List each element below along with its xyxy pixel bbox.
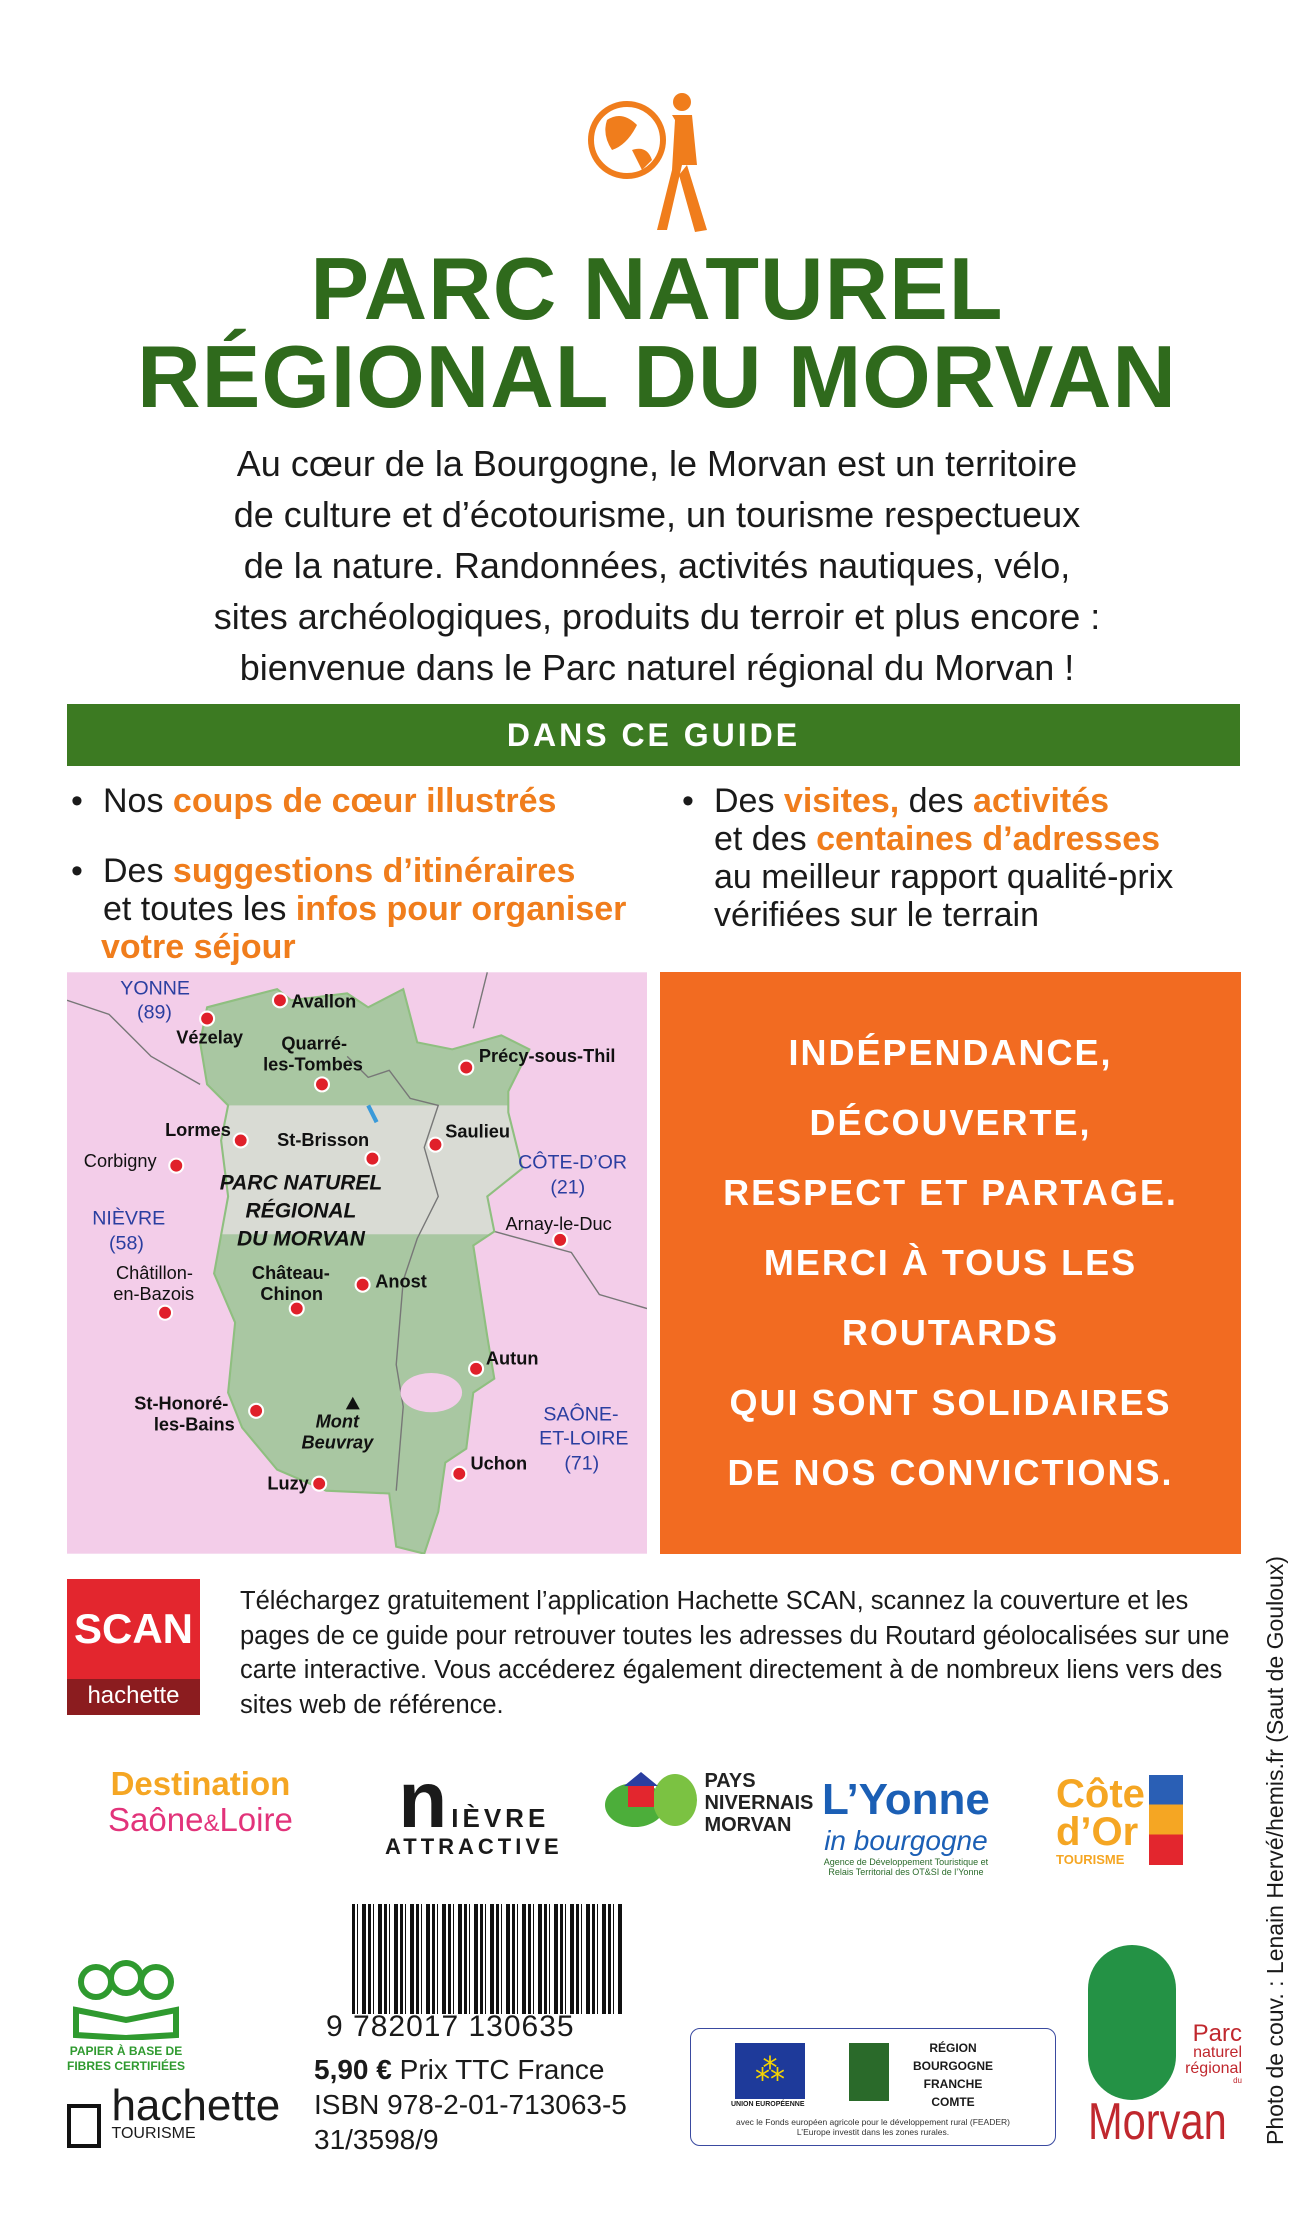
hachette-h-icon bbox=[67, 2104, 101, 2148]
text: au meilleur rapport qualité-prix bbox=[714, 858, 1174, 896]
city-corbigny: Corbigny bbox=[83, 1151, 157, 1172]
routard-logo bbox=[587, 90, 722, 240]
logo-text: Côte bbox=[1056, 1772, 1145, 1816]
text: et toutes les bbox=[103, 890, 296, 928]
region-logo bbox=[913, 2039, 993, 2111]
logo-destination-saone-loire: Destination Saône&Loire bbox=[108, 1765, 293, 1838]
feader-text bbox=[695, 2117, 1051, 2137]
intro-line: de la nature. Randonnées, activités nautiques, vélo, bbox=[243, 545, 1071, 586]
city-st-honore: les-Bains bbox=[153, 1414, 235, 1435]
dept-saone-2: ET-LOIRE bbox=[539, 1427, 629, 1450]
leaf-house-icon bbox=[600, 1770, 700, 1830]
section-band: DANS CE GUIDE bbox=[67, 704, 1240, 766]
values-line: INDÉPENDANCE, bbox=[788, 1032, 1113, 1073]
logo-text: L’Yonne bbox=[822, 1775, 990, 1824]
logo-text: IÈVRE bbox=[451, 1803, 550, 1833]
intro-line: de culture et d’écotourisme, un tourisme respectueux bbox=[233, 494, 1081, 535]
title-line-2: RÉGIONAL DU MORVAN bbox=[137, 327, 1177, 426]
scan-label: SCAN bbox=[67, 1579, 200, 1679]
logo-text: TOURISME bbox=[111, 2125, 196, 2142]
logo-text: Saône bbox=[108, 1801, 204, 1838]
text: et des bbox=[714, 820, 817, 858]
isbn: ISBN 978-2-01-713063-5 bbox=[314, 2089, 627, 2120]
city-precy: Précy-sous-Thil bbox=[478, 1045, 616, 1066]
intro-paragraph bbox=[100, 438, 1214, 693]
barcode-number: 9 782017 130635 bbox=[326, 2010, 575, 2043]
city-anost: Anost bbox=[375, 1271, 427, 1292]
trees-book-icon bbox=[71, 1960, 181, 2040]
logo-text: Relais Territorial des OT&SI de l’Yonne bbox=[828, 1867, 984, 1877]
text: vérifiées sur le terrain bbox=[714, 896, 1040, 934]
logo-text: Loire bbox=[219, 1801, 293, 1838]
scan-description: Téléchargez gratuitement l’application Hachette SCAN, scannez la couverture et les pages de ce guide pour retrouver toutes les adresses du Routard géolocalisées sur une carte interactive. Vous accéderez également directement à de nombreux liens vers des sites web de référence. bbox=[240, 1587, 1230, 1719]
feader-line: avec le Fonds européen agricole pour le développement rural (FEADER) bbox=[735, 2117, 1011, 2127]
logo-text: Parc bbox=[1192, 2020, 1242, 2047]
bullet-coups-de-coeur: • Nos coups de cœur illustrés bbox=[71, 782, 557, 820]
logo-text: Agence de Développement Touristique et bbox=[823, 1857, 989, 1867]
highlight: visites, bbox=[783, 782, 900, 820]
values-box bbox=[660, 972, 1241, 1554]
price-info bbox=[314, 2052, 627, 2157]
dept-saone: SAÔNE- bbox=[543, 1403, 619, 1426]
park-label: PARC NATUREL bbox=[219, 1171, 383, 1195]
barcode bbox=[352, 1904, 624, 2014]
city-chatillon: Châtillon- bbox=[116, 1263, 193, 1284]
internal-code: 31/3598/9 bbox=[314, 2124, 439, 2155]
city-luzy: Luzy bbox=[267, 1473, 309, 1494]
highlight: suggestions d’itinéraires bbox=[172, 852, 576, 890]
logo-text: RÉGION bbox=[929, 2041, 977, 2055]
highlight: coups de cœur illustrés bbox=[172, 782, 557, 820]
logo-text: TOURISME bbox=[1056, 1852, 1125, 1867]
dept-nievre: NIÈVRE bbox=[92, 1207, 166, 1230]
peak-label: Beuvray bbox=[301, 1432, 374, 1453]
scan-brand: hachette bbox=[67, 1679, 200, 1715]
logo-text: PAYS bbox=[704, 1770, 756, 1792]
city-chateau-chinon: Chinon bbox=[260, 1284, 324, 1305]
city-chateau-chinon: Château- bbox=[251, 1263, 330, 1284]
bullet-visites: • Des visites, des activités et des centaines d’adresses au meilleur rapport qualité-prix vérifiées sur le terrain bbox=[682, 782, 1174, 934]
city-autun: Autun bbox=[485, 1348, 539, 1369]
logo-text: NIVERNAIS bbox=[704, 1792, 814, 1814]
photo-credit: Photo de couv. : Lenain Hervé/hemis.fr (Saut de Gouloux) bbox=[1262, 1556, 1288, 2145]
text: des bbox=[899, 782, 973, 820]
dept-cote-dor-num: (21) bbox=[550, 1176, 586, 1199]
highlight: centaines d’adresses bbox=[816, 820, 1161, 858]
logo-nievre-attractive: nIÈVRE ATTRACTIVE bbox=[385, 1755, 563, 1859]
leader-logo-icon bbox=[849, 2043, 889, 2101]
highlight: votre séjour bbox=[101, 928, 296, 966]
city-chatillon: en-Bazois bbox=[113, 1284, 195, 1305]
city-st-honore: St-Honoré- bbox=[134, 1393, 229, 1414]
logo-text: BOURGOGNE bbox=[913, 2059, 994, 2073]
park-map bbox=[67, 972, 647, 1554]
horse-emblem-icon bbox=[1088, 1945, 1176, 2100]
text: Des bbox=[714, 782, 784, 820]
logo-cote-dor bbox=[1056, 1772, 1183, 1869]
highlight: infos pour organiser bbox=[295, 890, 627, 928]
logo-text: ATTRACTIVE bbox=[385, 1834, 563, 1859]
logo-text: in bourgogne bbox=[824, 1825, 988, 1856]
values-line: DE NOS CONVICTIONS. bbox=[727, 1452, 1174, 1493]
logo-text: COMTE bbox=[931, 2095, 975, 2109]
price-amount: 5,90 € bbox=[314, 2054, 392, 2085]
peak-label: Mont bbox=[315, 1411, 360, 1432]
city-st-brisson: St-Brisson bbox=[277, 1130, 370, 1151]
city-arnay: Arnay-le-Duc bbox=[505, 1214, 612, 1235]
logo-text: naturel bbox=[1193, 2044, 1242, 2061]
logo-text: d’Or bbox=[1056, 1810, 1139, 1854]
intro-line: bienvenue dans le Parc naturel régional du Morvan ! bbox=[239, 647, 1075, 688]
city-lormes: Lormes bbox=[165, 1120, 231, 1141]
logo-text: du bbox=[1233, 2076, 1242, 2085]
logo-paper-certified bbox=[67, 1960, 185, 2074]
city-saulieu: Saulieu bbox=[445, 1121, 511, 1142]
city-vezelay: Vézelay bbox=[176, 1027, 244, 1048]
logo-hachette-tourisme bbox=[67, 2081, 281, 2148]
eu-funding-box bbox=[690, 2028, 1056, 2146]
park-label: RÉGIONAL bbox=[245, 1199, 357, 1223]
page-title bbox=[0, 239, 1314, 426]
intro-line: Au cœur de la Bourgogne, le Morvan est un territoire bbox=[236, 443, 1078, 484]
dept-saone-num: (71) bbox=[564, 1452, 600, 1475]
bullet-itineraires: • Des suggestions d’itinéraires et toutes les infos pour organiser votre séjour bbox=[71, 852, 627, 966]
title-line-1: PARC NATUREL bbox=[310, 239, 1004, 338]
values-line: RESPECT ET PARTAGE. bbox=[723, 1172, 1178, 1213]
logo-pays-nivernais-morvan bbox=[600, 1770, 813, 1836]
city-quarre: Quarré- bbox=[281, 1033, 348, 1054]
values-line: DÉCOUVERTE, bbox=[809, 1102, 1092, 1143]
city-uchon: Uchon bbox=[470, 1453, 528, 1474]
logo-text: MORVAN bbox=[704, 1814, 792, 1836]
logo-yonne bbox=[822, 1775, 990, 1877]
values-line: MERCI À TOUS LES ROUTARDS bbox=[763, 1242, 1138, 1353]
price-label: Prix TTC France bbox=[391, 2054, 605, 2085]
intro-line: sites archéologiques, produits du terroir et plus encore : bbox=[213, 596, 1101, 637]
hachette-scan-logo bbox=[67, 1579, 200, 1715]
logo-text: Morvan bbox=[1088, 2093, 1227, 2151]
logo-text: PAPIER À BASE DE bbox=[69, 2044, 183, 2058]
dept-nievre-num: (58) bbox=[109, 1232, 144, 1255]
logo-text: Destination bbox=[110, 1765, 291, 1802]
logo-text: régional bbox=[1185, 2060, 1242, 2077]
park-label: DU MORVAN bbox=[236, 1227, 365, 1251]
eu-flag-icon: ⁂ bbox=[735, 2043, 805, 2099]
cote-dor-flag-icon bbox=[1149, 1775, 1183, 1865]
feader-line: L’Europe investit dans les zones rurales. bbox=[796, 2127, 950, 2137]
dept-yonne-num: (89) bbox=[137, 1001, 172, 1024]
text: Nos bbox=[103, 782, 173, 820]
values-line: QUI SONT SOLIDAIRES bbox=[729, 1382, 1172, 1423]
city-quarre: les-Tombes bbox=[263, 1054, 363, 1075]
logo-text: FIBRES CERTIFIÉES bbox=[67, 2059, 186, 2073]
logo-text: hachette bbox=[111, 2081, 281, 2130]
eu-label: UNION EUROPÉENNE bbox=[731, 2101, 805, 2108]
dept-yonne: YONNE bbox=[120, 977, 190, 1000]
text: Des bbox=[103, 852, 173, 890]
dept-cote-dor: CÔTE-D’OR bbox=[518, 1151, 628, 1174]
city-avallon: Avallon bbox=[291, 991, 357, 1012]
logo-text: FRANCHE bbox=[923, 2077, 983, 2091]
highlight: activités bbox=[972, 782, 1110, 820]
